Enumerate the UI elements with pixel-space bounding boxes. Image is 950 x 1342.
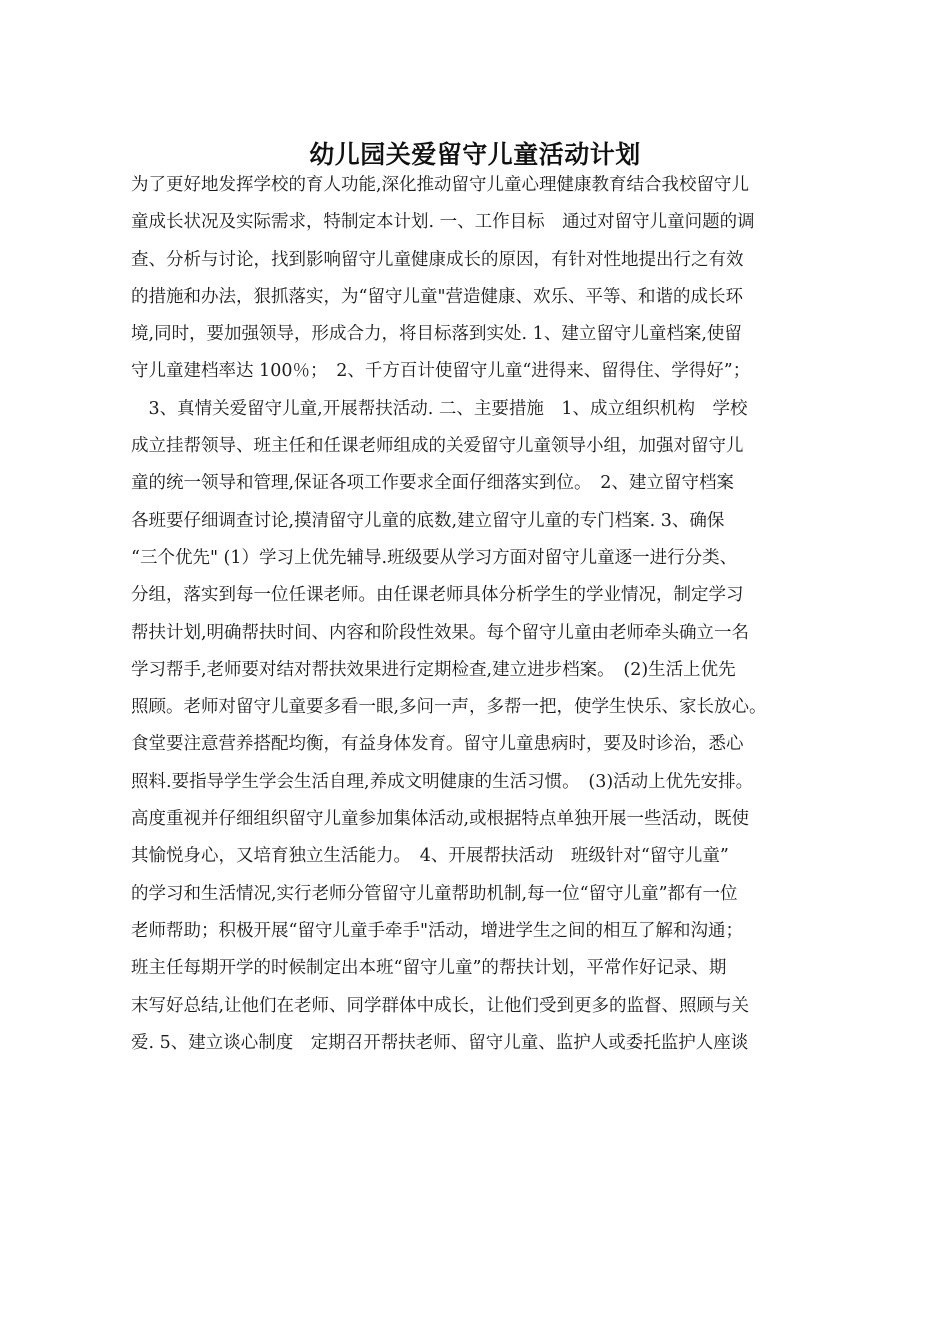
- body-line: 守儿童建档率达 100％； 2、千方百计使留守儿童“进得来、留得住、学得好”；: [131, 361, 751, 382]
- body-line: 学习帮手,老师要对结对帮扶效果进行定期检查,建立进步档案。 (2)生活上优先: [131, 659, 736, 680]
- body-line: 末写好总结,让他们在老师、同学群体中成长，让他们受到更多的监督、照顾与关: [131, 995, 750, 1016]
- body-line: 老师帮助；积极开展“留守儿童手牵手"活动，增进学生之间的相互了解和沟通；: [131, 920, 743, 941]
- body-line: 其愉悦身心，又培育独立生活能力。 4、开展帮扶活动 班级针对“留守儿童”: [131, 846, 729, 867]
- body-line: 各班要仔细调查讨论,摸清留守儿童的底数,建立留守儿童的专门档案. 3、确保: [131, 510, 725, 531]
- body-line: 童的统一领导和管理,保证各项工作要求全面仔细落实到位。 2、建立留守档案: [131, 473, 734, 494]
- document-body: [131, 167, 831, 1062]
- body-line: 境,同时，要加强领导，形成合力，将目标落到实处. 1、建立留守儿童档案,使留: [131, 324, 742, 345]
- body-line: 照顾。老师对留守儿童要多看一眼,多问一声，多帮一把，使学生快乐、家长放心。: [131, 697, 767, 718]
- body-line: 童成长状况及实际需求，特制定本计划. 一、工作目标 通过对留守儿童问题的调: [131, 212, 755, 233]
- body-line: 分组，落实到每一位任课老师。由任课老师具体分析学生的学业情况，制定学习: [131, 585, 744, 606]
- document-title: 幼儿园关爱留守儿童活动计划: [309, 140, 641, 169]
- body-line: 成立挂帮领导、班主任和任课老师组成的关爱留守儿童领导小组，加强对留守儿: [131, 436, 744, 457]
- body-line: 为了更好地发挥学校的育人功能,深化推动留守儿童心理健康教育结合我校留守儿: [131, 175, 750, 195]
- body-line: 3、真情关爱留守儿童,开展帮扶活动. 二、主要措施 1、成立组织机构 学校: [131, 398, 748, 419]
- body-line: 食堂要注意营养搭配均衡，有益身体发育。留守儿童患病时，要及时诊治，悉心: [131, 734, 744, 755]
- body-line: 的学习和生活情况,实行老师分管留守儿童帮助机制,每一位“留守儿童”都有一位: [131, 883, 738, 904]
- body-line: 班主任每期开学的时候制定出本班“留守儿童”的帮扶计划，平常作好记录、期: [131, 958, 727, 979]
- body-line: 的措施和办法，狠抓落实，为“留守儿童"营造健康、欢乐、平等、和谐的成长环: [131, 286, 743, 307]
- body-line: “三个优先" (1）学习上优先辅导.班级要从学习方面对留守儿童逐一进行分类、: [131, 547, 738, 568]
- body-line: 高度重视并仔细组织留守儿童参加集体活动,或根据特点单独开展一些活动，既使: [131, 809, 750, 830]
- body-line: 照料.要指导学生学会生活自理,养成文明健康的生活习惯。 (3)活动上优先安排。: [131, 771, 754, 792]
- body-line: 查、分析与讨论，找到影响留守儿童健康成长的原因，有针对性地提出行之有效: [131, 249, 744, 270]
- body-line: 爱. 5、建立谈心制度 定期召开帮扶老师、留守儿童、监护人或委托监护人座谈: [131, 1032, 749, 1053]
- body-line: 帮扶计划,明确帮扶时间、内容和阶段性效果。每个留守儿童由老师牵头确立一名: [131, 622, 750, 643]
